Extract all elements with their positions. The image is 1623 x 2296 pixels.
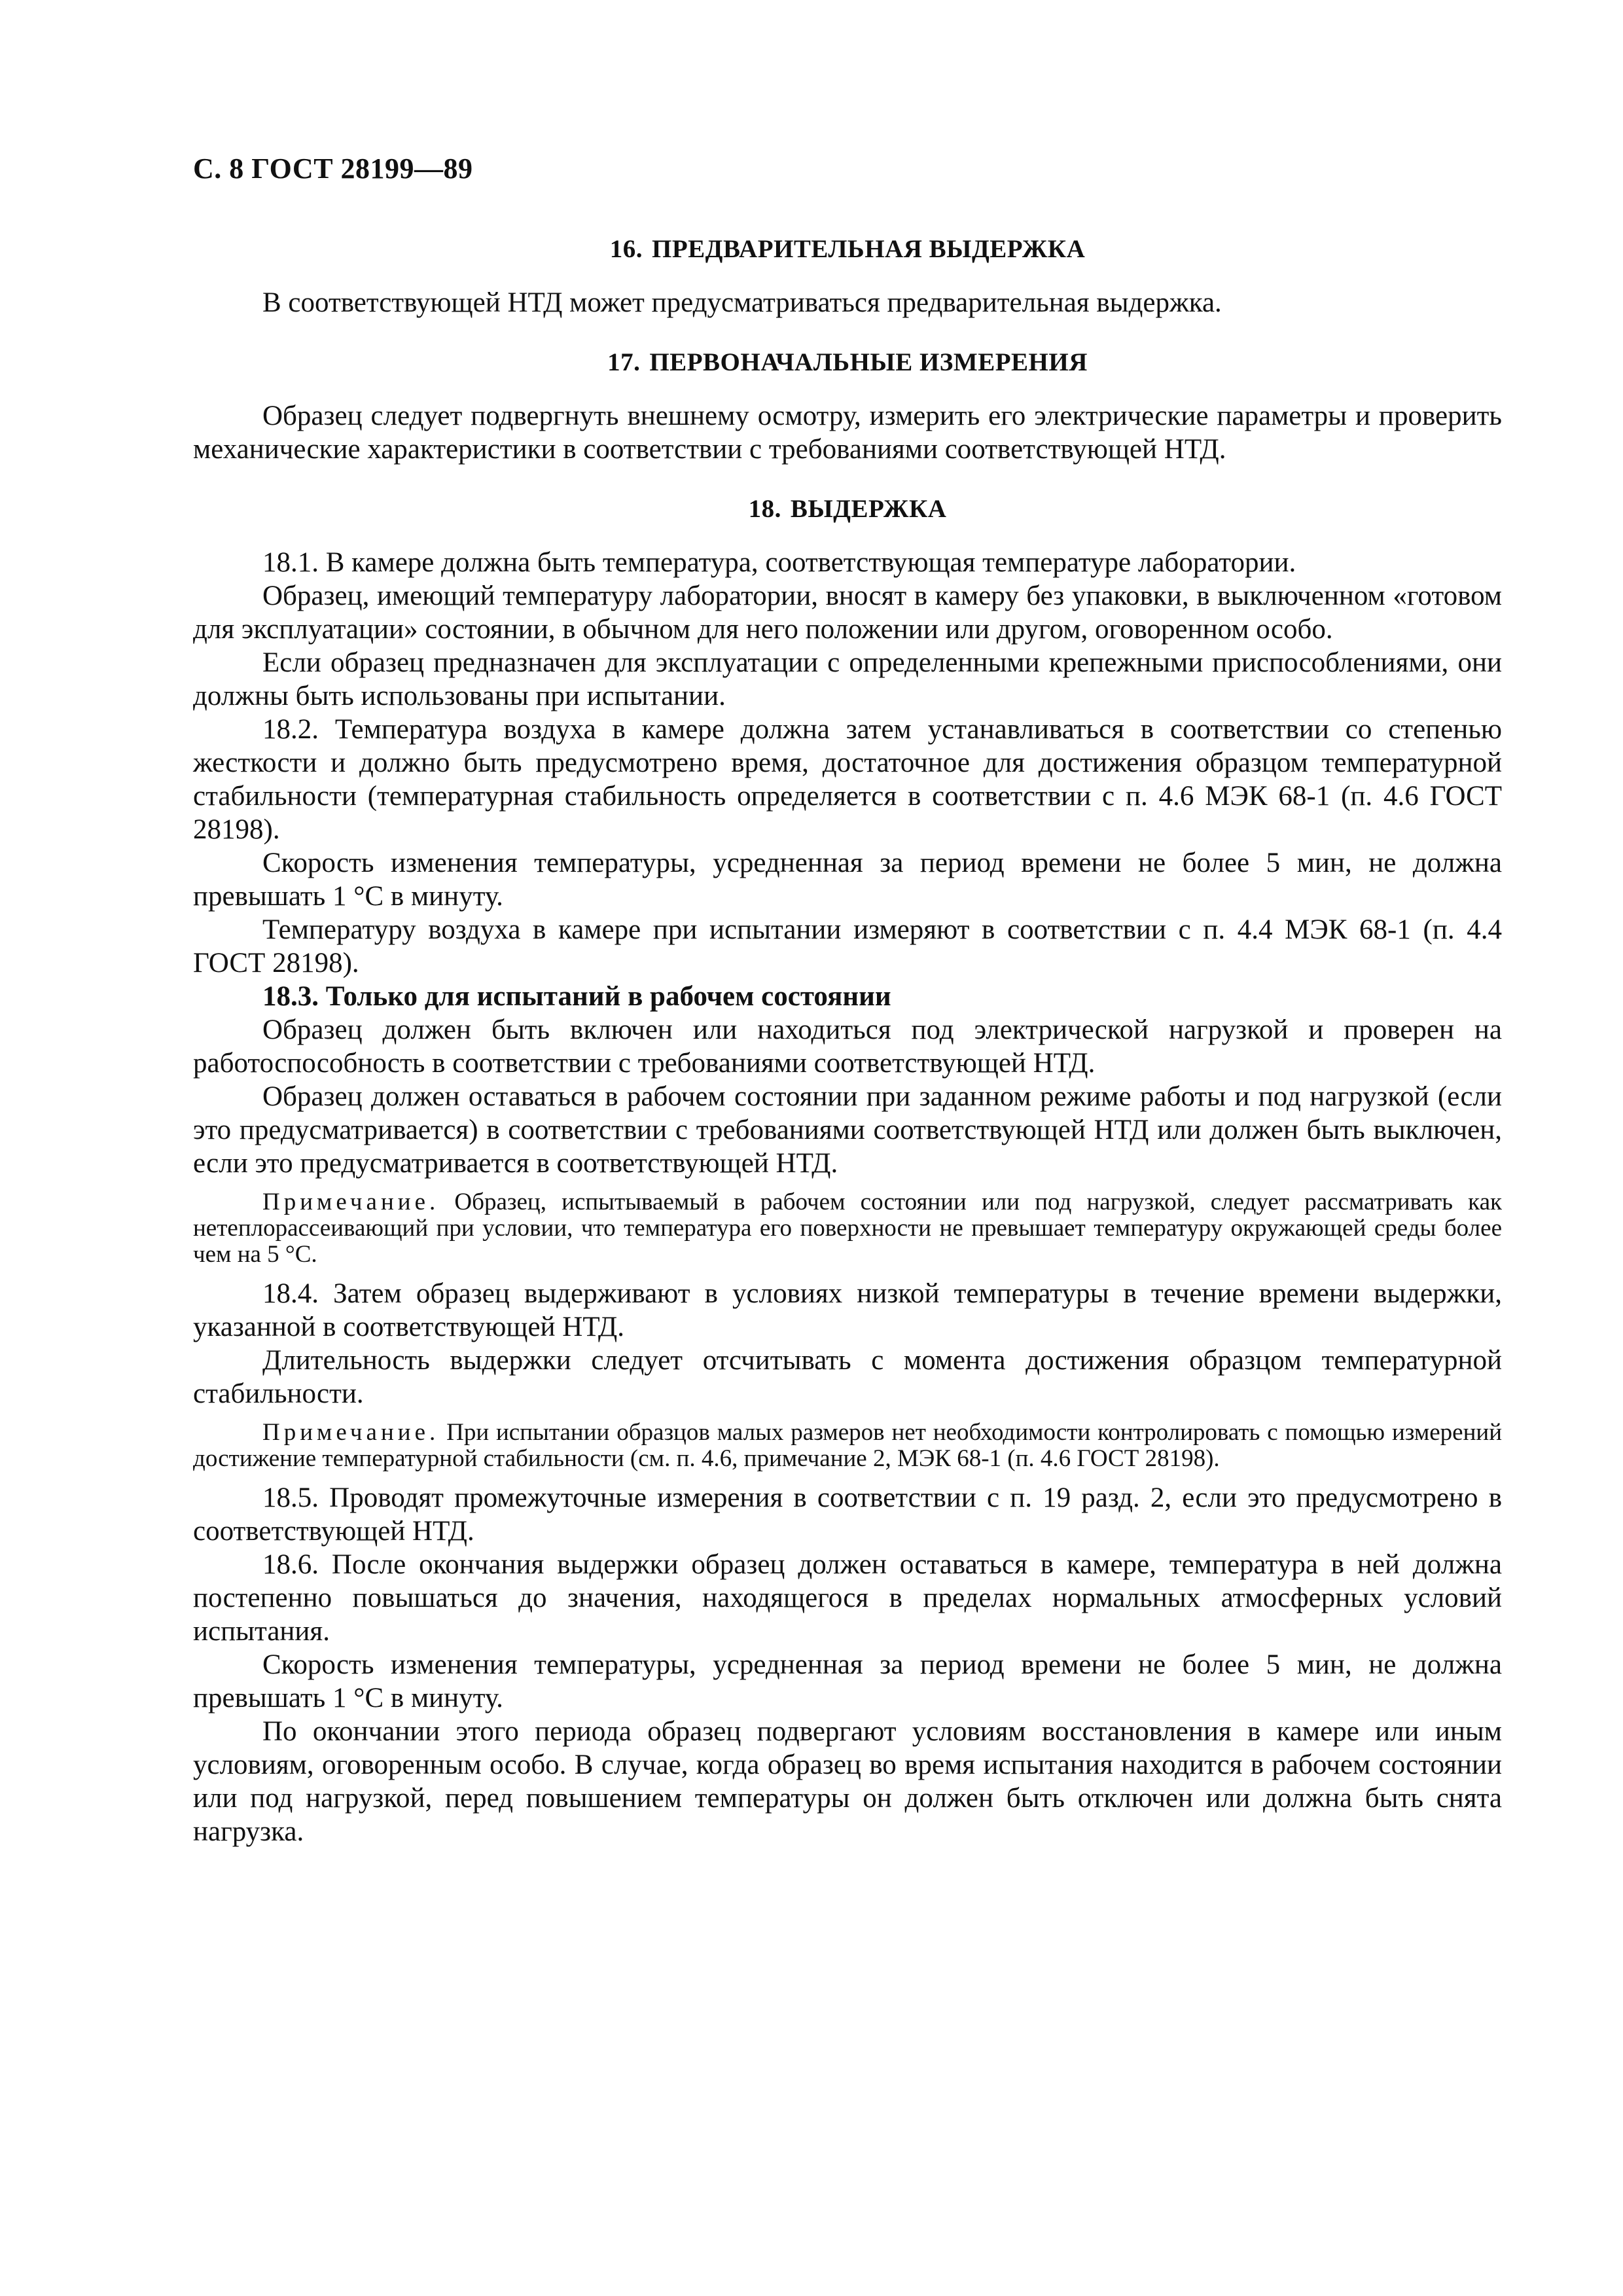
paragraph-18-4-a: 18.4. Затем образец выдерживают в условиях низкой температуры в течение времени выдержки, указанной в соответствующей НТД. [193, 1278, 1502, 1342]
paragraph-17: Образец следует подвергнуть внешнему осмотру, измерить его электрические параметры и проверить механические характеристики в соответствии с требованиями соответствующей НТД. [193, 401, 1502, 465]
section-18-number: 18. [748, 495, 781, 523]
paragraph-18-1-c: Если образец предназначен для эксплуатации с определенными крепежными приспособлениями, они должны быть использованы при испытании. [193, 647, 1502, 711]
section-16-title: ПРЕДВАРИТЕЛЬНАЯ ВЫДЕРЖКА [651, 235, 1086, 263]
note-2-label: Примечание. [262, 1419, 440, 1446]
section-16-number: 16. [609, 235, 643, 263]
subsection-18-3-title: 18.3. Только для испытаний в рабочем состоянии [262, 981, 891, 1012]
note-2-text: При испытании образцов малых размеров нет необходимости контролировать с помощью измерений достижение температурной стабильности (см. п. 4.6, примечание 2, МЭК 68-1 (п. 4.6 ГОСТ 28198). [193, 1419, 1502, 1472]
page-content [193, 232, 1502, 1848]
running-header: С. 8 ГОСТ 28199—89 [193, 152, 473, 185]
note-1-text: Образец, испытываемый в рабочем состоянии или под нагрузкой, следует рассматривать как нетеплорассеивающий при условии, что температура его поверхности не превышает температуру окружающей среды более чем на 5 °С. [193, 1189, 1502, 1268]
paragraph-18-3-a: Образец должен быть включен или находиться под электрической нагрузкой и проверен на работоспособность в соответствии с требованиями соответствующей НТД. [193, 1014, 1502, 1079]
paragraph-18-1-b: Образец, имеющий температуру лаборатории, вносят в камеру без упаковки, в выключенном «готовом для эксплуатации» состоянии, в обычном для него положении или другом, оговоренном особо. [193, 581, 1502, 645]
note-1 [193, 1189, 1502, 1268]
section-17-title: ПЕРВОНАЧАЛЬНЫЕ ИЗМЕРЕНИЯ [649, 348, 1088, 376]
paragraph-18-6-b: Скорость изменения температуры, усредненная за период времени не более 5 мин, не должна превышать 1 °С в минуту. [193, 1649, 1502, 1713]
paragraph-18-4-b: Длительность выдержки следует отсчитывать с момента достижения образцом температурной стабильности. [193, 1345, 1502, 1409]
section-16-heading [193, 232, 1502, 266]
section-18-title: ВЫДЕРЖКА [790, 495, 947, 523]
note-2 [193, 1420, 1502, 1472]
section-18-heading [193, 492, 1502, 526]
section-17-heading [193, 346, 1502, 380]
paragraph-18-2-a: 18.2. Температура воздуха в камере должна затем устанавливаться в соответствии со степенью жесткости и должно быть предусмотрено время, достаточное для достижения образцом температурной стабильности (температурная стабильность определяется в соответствии с п. 4.6 МЭК 68-1 (п. 4.6 ГОСТ 28198). [193, 714, 1502, 845]
paragraph-18-2-b: Скорость изменения температуры, усредненная за период времени не более 5 мин, не должна превышать 1 °С в минуту. [193, 848, 1502, 912]
paragraph-16: В соответствующей НТД может предусматриваться предварительная выдержка. [262, 287, 1222, 318]
note-1-label: Примечание. [262, 1189, 440, 1215]
paragraph-18-2-c: Температуру воздуха в камере при испытании измеряют в соответствии с п. 4.4 МЭК 68-1 (п. 4.4 ГОСТ 28198). [193, 914, 1502, 978]
paragraph-18-6-a: 18.6. После окончания выдержки образец должен оставаться в камере, температура в ней должна постепенно повышаться до значения, находящегося в пределах нормальных атмосферных условий испытания. [193, 1549, 1502, 1647]
paragraph-18-5: 18.5. Проводят промежуточные измерения в соответствии с п. 19 разд. 2, если это предусмотрено в соответствующей НТД. [193, 1482, 1502, 1547]
paragraph-18-3-b: Образец должен оставаться в рабочем состоянии при заданном режиме работы и под нагрузкой (если это предусматривается) в соответствии с требованиями соответствующей НТД или должен быть выключен, если это предусматривается в соответствующей НТД. [193, 1081, 1502, 1179]
paragraph-18-6-c: По окончании этого периода образец подвергают условиям восстановления в камере или иным условиям, оговоренным особо. В случае, когда образец во время испытания находится в рабочем состоянии или под нагрузкой, перед повышением температуры он должен быть отключен или должна быть снята нагрузка. [193, 1716, 1502, 1847]
paragraph-18-1-a: 18.1. В камере должна быть температура, соответствующая температуре лаборатории. [262, 547, 1296, 578]
section-17-number: 17. [607, 348, 641, 376]
